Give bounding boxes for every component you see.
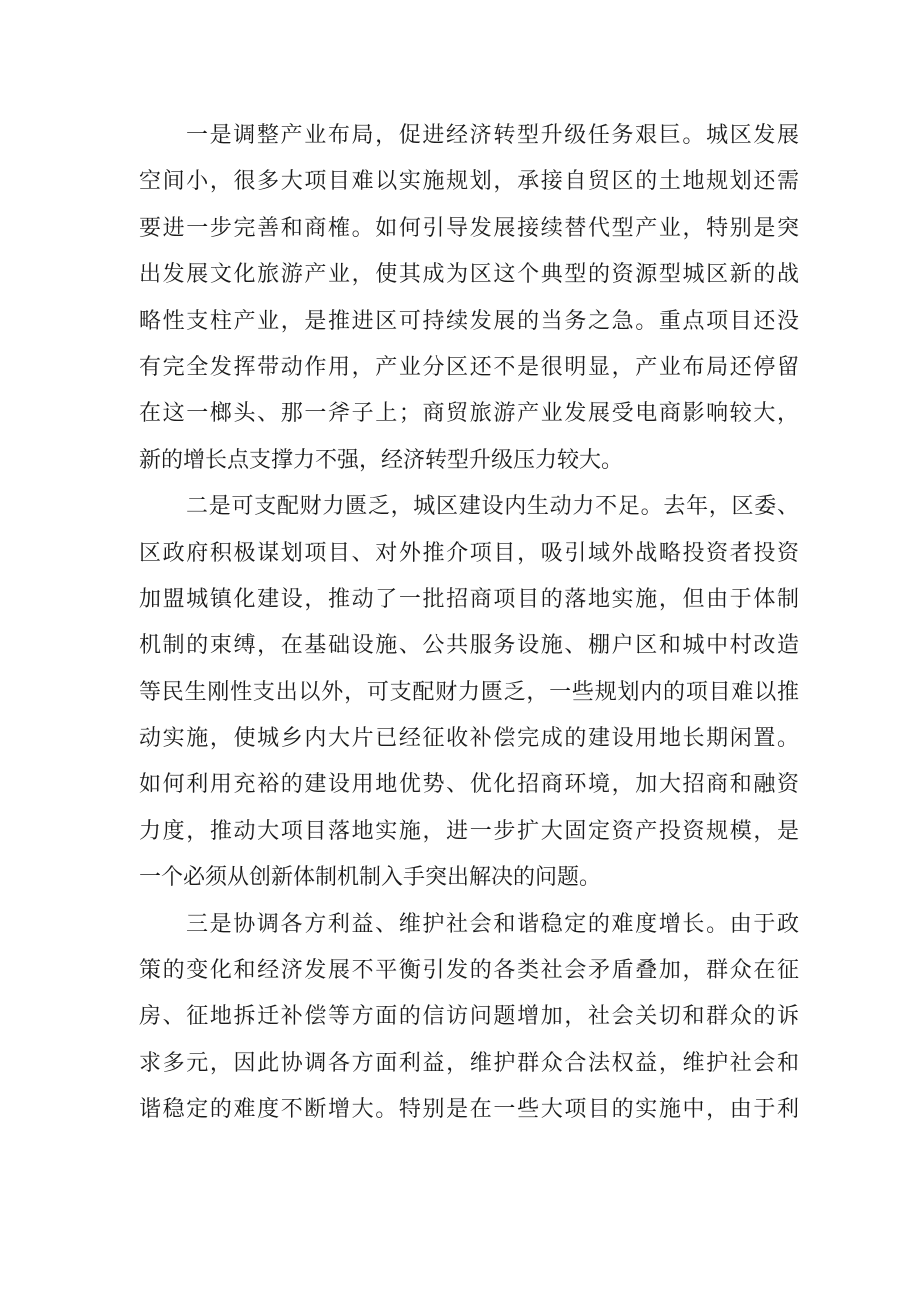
paragraph-line: 策的变化和经济发展不平衡引发的各类社会矛盾叠加，群众在征 [139, 958, 799, 984]
paragraph-2 [139, 484, 799, 902]
paragraph-line: 有完全发挥带动作用，产业分区还不是很明显，产业布局还停留 [139, 354, 799, 380]
paragraph-line: 三是协调各方利益、维护社会和谐稳定的难度增长。由于政 [186, 911, 799, 937]
paragraph-line: 一是调整产业布局，促进经济转型升级任务艰巨。城区发展 [186, 123, 799, 148]
paragraph-line: 在这一榔头、那一斧子上；商贸旅游产业发展受电商影响较大， [139, 401, 799, 427]
paragraph-line: 略性支柱产业，是推进区可持续发展的当务之急。重点项目还没 [139, 308, 799, 334]
paragraph-line: 二是可支配财力匮乏，城区建设内生动力不足。去年，区委、 [186, 494, 799, 520]
paragraph-line: 力度，推动大项目落地实施，进一步扩大固定资产投资规模，是 [139, 818, 799, 844]
paragraph-line: 如何利用充裕的建设用地优势、优化招商环境，加大招商和融资 [139, 772, 799, 798]
paragraph-line: 一个必须从创新体制机制入手突出解决的问题。 [139, 865, 602, 891]
paragraph-line: 新的增长点支撑力不强，经济转型升级压力较大。 [139, 447, 624, 473]
paragraph-line: 动实施，使城乡内大片已经征收补偿完成的建设用地长期闲置。 [139, 726, 799, 752]
paragraph-line: 等民生刚性支出以外，可支配财力匮乏，一些规划内的项目难以推 [139, 679, 799, 705]
document-body [139, 113, 799, 1134]
paragraph-line: 谐稳定的难度不断增大。特别是在一些大项目的实施中，由于利 [139, 1097, 799, 1123]
paragraph-line: 机制的束缚，在基础设施、公共服务设施、棚户区和城中村改造 [139, 633, 799, 659]
paragraph-line: 求多元，因此协调各方面利益，维护群众合法权益，维护社会和 [139, 1050, 799, 1076]
paragraph-3 [139, 902, 799, 1134]
paragraph-line: 要进一步完善和商榷。如何引导发展接续替代型产业，特别是突 [139, 215, 799, 241]
paragraph-line: 空间小，很多大项目难以实施规划，承接自贸区的土地规划还需 [139, 169, 799, 195]
paragraph-line: 房、征地拆迁补偿等方面的信访问题增加，社会关切和群众的诉 [139, 1004, 799, 1030]
paragraph-1 [139, 113, 799, 484]
paragraph-line: 区政府积极谋划项目、对外推介项目，吸引域外战略投资者投资 [139, 540, 799, 566]
paragraph-line: 加盟城镇化建设，推动了一批招商项目的落地实施，但由于体制 [139, 586, 799, 612]
paragraph-line: 出发展文化旅游产业，使其成为区这个典型的资源型城区新的战 [139, 262, 799, 288]
